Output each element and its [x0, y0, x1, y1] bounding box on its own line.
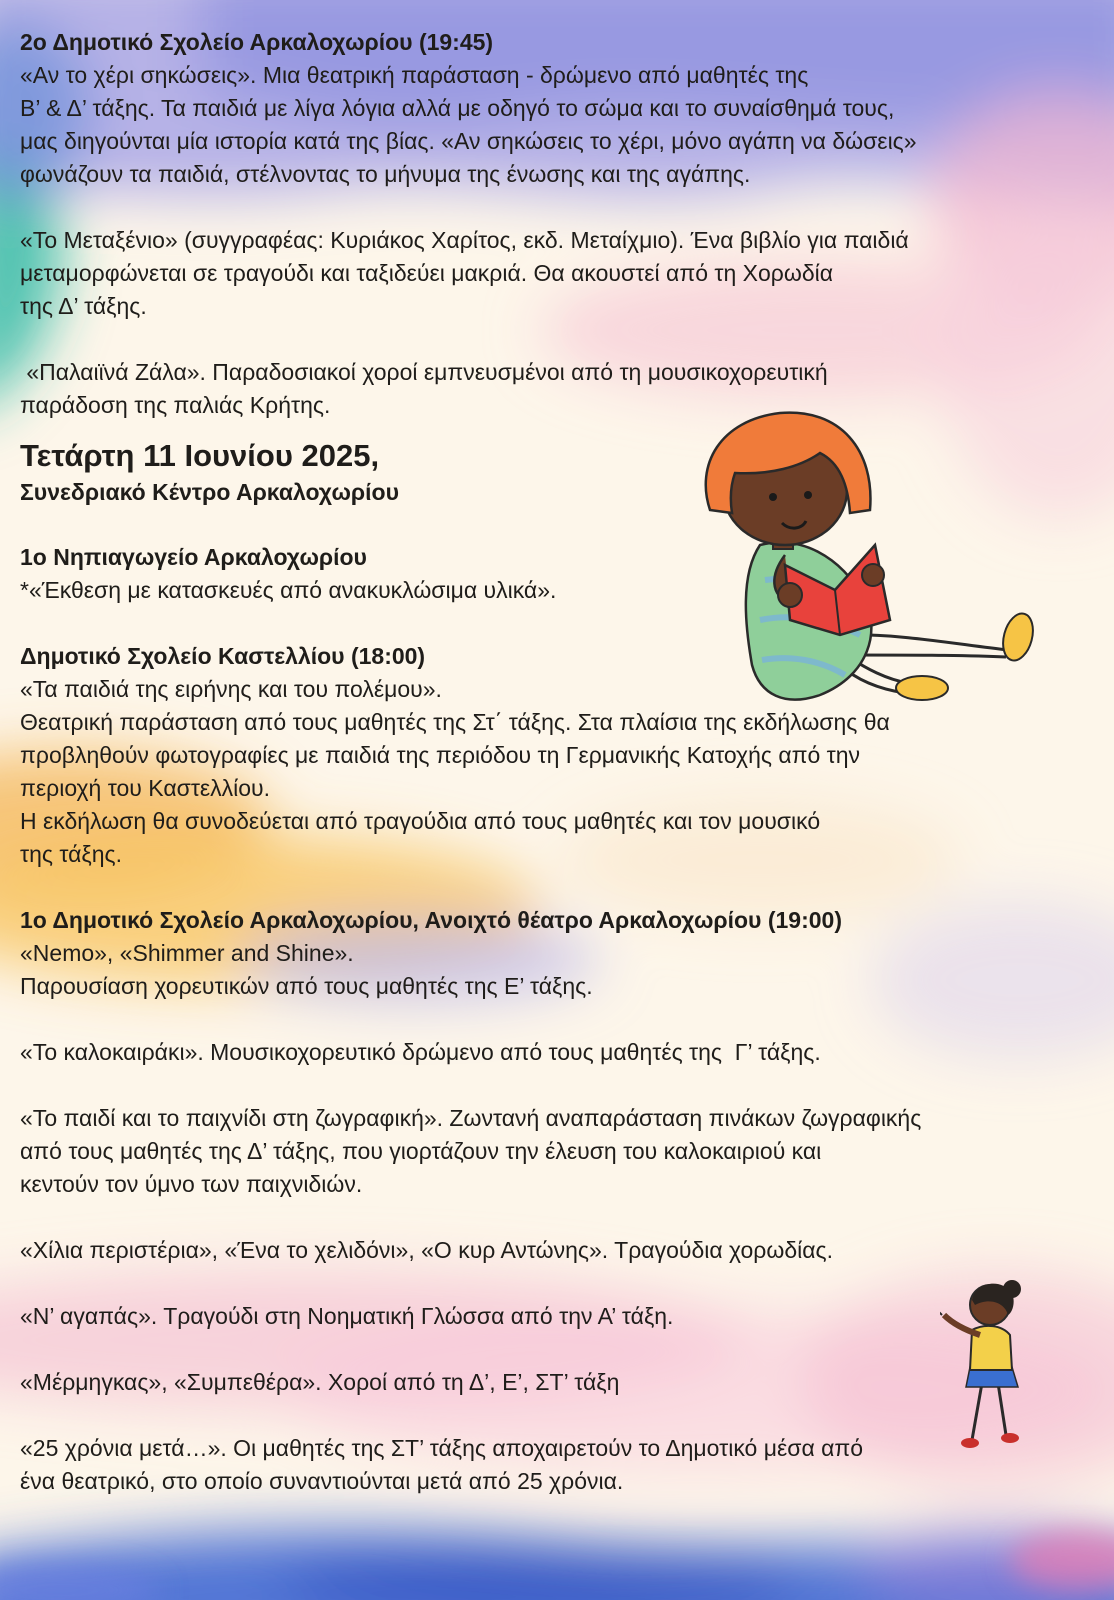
text-line: παράδοση της παλιάς Κρήτης. — [20, 392, 331, 418]
event-date: Τετάρτη 11 Ιουνίου 2025, — [20, 438, 380, 473]
program-text — [20, 26, 1095, 1498]
text-line: φωνάζουν τα παιδιά, στέλνοντας το μήνυμα της ένωσης και της αγάπης. — [20, 161, 751, 187]
event-venue: Συνεδριακό Κέντρο Αρκαλοχωρίου — [20, 479, 399, 505]
section-heading: 2ο Δημοτικό Σχολείο Αρκαλοχωρίου (19:45) — [20, 29, 494, 55]
text-line: Η εκδήλωση θα συνοδεύεται από τραγούδια από τους μαθητές και τον μουσικό — [20, 808, 821, 834]
text-line: Θεατρική παράσταση από τους μαθητές της Στ΄ τάξης. Στα πλαίσια της εκδήλωσης θα — [20, 709, 890, 735]
paragraph — [20, 1102, 1095, 1201]
text-line: ένα θεατρικό, στο οποίο συναντιούνται μετά από 25 χρόνια. — [20, 1468, 624, 1494]
text-line: «25 χρόνια μετά…». Οι μαθητές της ΣΤ’ τάξης αποχαιρετούν το Δημοτικό μέσα από — [20, 1435, 864, 1461]
text-line: μας διηγούνται μία ιστορία κατά της βίας. «Αν σηκώσεις το χέρι, μόνο αγάπη να δώσεις» — [20, 128, 917, 154]
paragraph — [20, 1300, 1095, 1333]
paragraph — [20, 59, 1095, 191]
text-line: κεντούν τον ύμνο των παιχνιδιών. — [20, 1171, 363, 1197]
paragraph — [20, 1234, 1095, 1267]
text-line: περιοχή του Καστελλίου. — [20, 775, 271, 801]
text-line: της τάξης. — [20, 841, 122, 867]
section-heading: 1ο Δημοτικό Σχολείο Αρκαλοχωρίου, Ανοιχτό θέατρο Αρκαλοχωρίου (19:00) — [20, 907, 842, 933]
text-line: «Χίλια περιστέρια», «Ένα το χελιδόνι», «Ο κυρ Αντώνης». Τραγούδια χορωδίας. — [20, 1237, 834, 1263]
text-line: από τους μαθητές της Δ’ τάξης, που γιορτάζουν την έλευση του καλοκαιριού και — [20, 1138, 822, 1164]
text-line: «Nemo», «Shimmer and Shine». — [20, 940, 354, 966]
paragraph — [20, 937, 1095, 1003]
text-line: της Δ’ τάξης. — [20, 293, 147, 319]
paragraph — [20, 224, 1095, 323]
paragraph — [20, 574, 1095, 607]
text-line: «Τα παιδιά της ειρήνης και του πολέμου». — [20, 676, 442, 702]
paragraph — [20, 1366, 1095, 1399]
text-line: «Παλαιϊνά Ζάλα». Παραδοσιακοί χοροί εμπνευσμένοι από τη μουσικοχορευτική — [20, 359, 828, 385]
text-line: *«Έκθεση με κατασκευές από ανακυκλώσιμα υλικά». — [20, 577, 557, 603]
text-line: μεταμορφώνεται σε τραγούδι και ταξιδεύει μακριά. Θα ακουστεί από τη Χορωδία — [20, 260, 834, 286]
paragraph — [20, 1432, 1095, 1498]
paragraph — [20, 356, 1095, 422]
section-heading: Δημοτικό Σχολείο Καστελλίου (18:00) — [20, 643, 426, 669]
section-heading: 1ο Νηπιαγωγείο Αρκαλοχωρίου — [20, 544, 367, 570]
text-line: Β’ & Δ’ τάξης. Τα παιδιά με λίγα λόγια αλλά με οδηγό το σώμα και το συναίσθημά τους, — [20, 95, 895, 121]
text-line: «Το καλοκαιράκι». Μουσικοχορευτικό δρώμενο από τους μαθητές της Γ’ τάξης. — [20, 1039, 821, 1065]
text-line: προβληθούν φωτογραφίες με παιδιά της περιόδου τη Γερμανικής Κατοχής από την — [20, 742, 861, 768]
text-line: «Αν το χέρι σηκώσεις». Μια θεατρική παράσταση - δρώμενο από μαθητές της — [20, 62, 809, 88]
text-line: «Ν’ αγαπάς». Τραγούδι στη Νοηματική Γλώσσα από την Α’ τάξη. — [20, 1303, 674, 1329]
text-line: «Το παιδί και το παιχνίδι στη ζωγραφική». Ζωντανή αναπαράσταση πινάκων ζωγραφικής — [20, 1105, 922, 1131]
text-line: «Μέρμηγκας», «Συμπεθέρα». Χοροί από τη Δ’, Ε’, ΣΤ’ τάξη — [20, 1369, 620, 1395]
text-line: Παρουσίαση χορευτικών από τους μαθητές της Ε’ τάξης. — [20, 973, 593, 999]
paragraph — [20, 673, 1095, 871]
paragraph — [20, 1036, 1095, 1069]
text-line: «Το Μεταξένιο» (συγγραφέας: Κυριάκος Χαρίτος, εκδ. Μεταίχμιο). Ένα βιβλίο για παιδιά — [20, 227, 909, 253]
